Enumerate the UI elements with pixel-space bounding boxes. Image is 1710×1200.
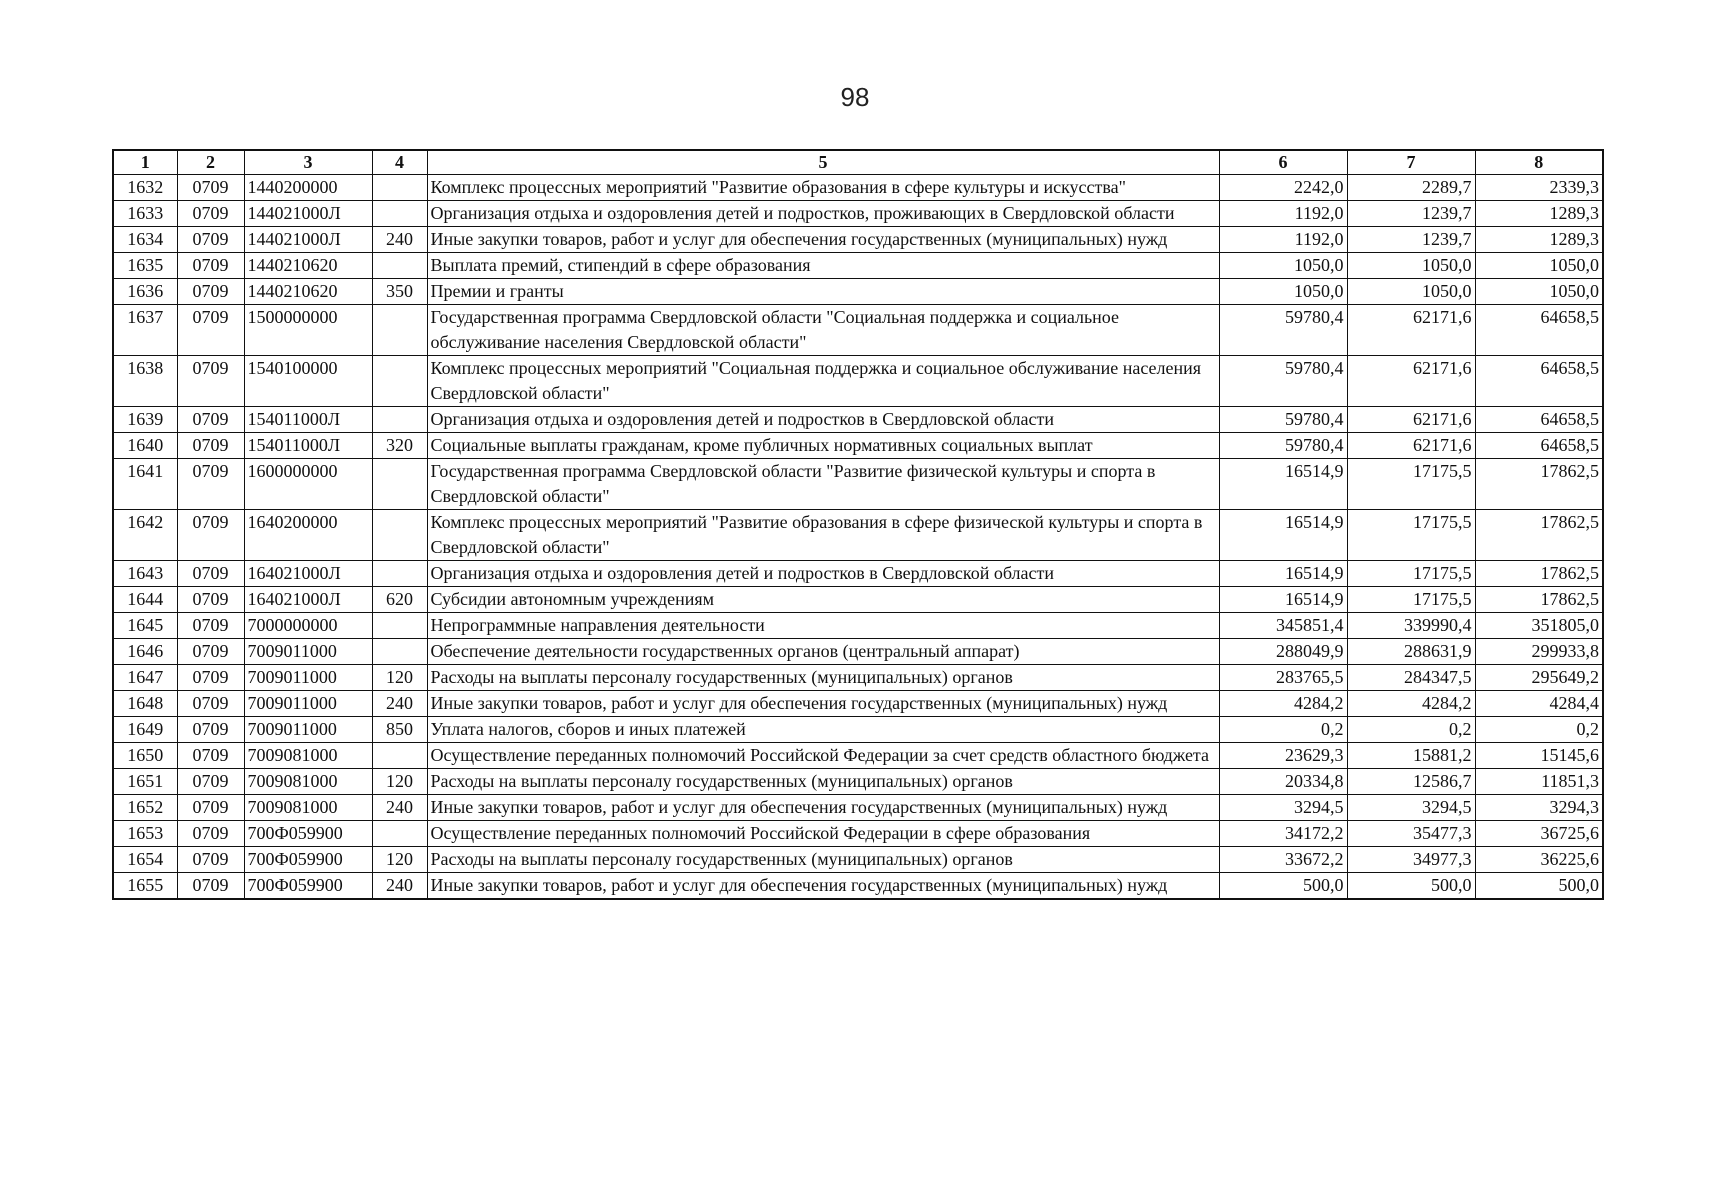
table-row — [113, 691, 1603, 717]
target-article-cell: 154011000Л — [244, 407, 372, 433]
amount-cell: 59780,4 — [1219, 356, 1347, 407]
amount-cell: 59780,4 — [1219, 433, 1347, 459]
amount-cell: 1289,3 — [1475, 227, 1603, 253]
amount-cell: 0,2 — [1475, 717, 1603, 743]
amount-cell: 16514,9 — [1219, 510, 1347, 561]
amount-cell: 1050,0 — [1475, 253, 1603, 279]
table-body — [113, 175, 1603, 900]
amount-cell: 33672,2 — [1219, 847, 1347, 873]
section-code-cell: 0709 — [177, 356, 244, 407]
amount-cell: 500,0 — [1475, 873, 1603, 900]
amount-cell: 3294,5 — [1219, 795, 1347, 821]
item-name-cell: Комплекс процессных мероприятий "Развитие образования в сфере культуры и искусства" — [427, 175, 1219, 201]
row-number-cell: 1632 — [113, 175, 177, 201]
section-code-cell: 0709 — [177, 743, 244, 769]
row-number-cell: 1646 — [113, 639, 177, 665]
expense-type-cell — [372, 175, 427, 201]
amount-cell: 288631,9 — [1347, 639, 1475, 665]
amount-cell: 64658,5 — [1475, 356, 1603, 407]
amount-cell: 2289,7 — [1347, 175, 1475, 201]
amount-cell: 2339,3 — [1475, 175, 1603, 201]
amount-cell: 15145,6 — [1475, 743, 1603, 769]
row-number-cell: 1652 — [113, 795, 177, 821]
section-code-cell: 0709 — [177, 873, 244, 900]
amount-cell: 1289,3 — [1475, 201, 1603, 227]
section-code-cell: 0709 — [177, 407, 244, 433]
row-number-cell: 1650 — [113, 743, 177, 769]
row-number-cell: 1634 — [113, 227, 177, 253]
header-cell: 4 — [372, 150, 427, 175]
section-code-cell: 0709 — [177, 847, 244, 873]
section-code-cell: 0709 — [177, 175, 244, 201]
section-code-cell: 0709 — [177, 691, 244, 717]
amount-cell: 1050,0 — [1219, 279, 1347, 305]
amount-cell: 59780,4 — [1219, 407, 1347, 433]
expense-type-cell — [372, 743, 427, 769]
target-article-cell: 7009011000 — [244, 717, 372, 743]
header-cell: 5 — [427, 150, 1219, 175]
row-number-cell: 1642 — [113, 510, 177, 561]
item-name-cell: Организация отдыха и оздоровления детей и подростков, проживающих в Свердловской области — [427, 201, 1219, 227]
target-article-cell: 164021000Л — [244, 587, 372, 613]
expense-type-cell — [372, 407, 427, 433]
budget-table — [112, 149, 1604, 900]
item-name-cell: Государственная программа Свердловской области "Социальная поддержка и социальное обслуживание населения Свердловской области" — [427, 305, 1219, 356]
table-row — [113, 510, 1603, 561]
table-row — [113, 279, 1603, 305]
row-number-cell: 1643 — [113, 561, 177, 587]
row-number-cell: 1635 — [113, 253, 177, 279]
header-cell: 8 — [1475, 150, 1603, 175]
section-code-cell: 0709 — [177, 510, 244, 561]
section-code-cell: 0709 — [177, 279, 244, 305]
table-row — [113, 639, 1603, 665]
page-number: 98 — [840, 82, 870, 112]
table-row — [113, 873, 1603, 900]
expense-type-cell — [372, 201, 427, 227]
expense-type-cell: 120 — [372, 665, 427, 691]
target-article-cell: 700Ф059900 — [244, 821, 372, 847]
header-row — [113, 150, 1603, 175]
expense-type-cell — [372, 639, 427, 665]
target-article-cell: 1540100000 — [244, 356, 372, 407]
amount-cell: 16514,9 — [1219, 561, 1347, 587]
row-number-cell: 1638 — [113, 356, 177, 407]
amount-cell: 3294,3 — [1475, 795, 1603, 821]
expense-type-cell — [372, 305, 427, 356]
item-name-cell: Государственная программа Свердловской области "Развитие физической культуры и спорта в Свердловской области" — [427, 459, 1219, 510]
item-name-cell: Осуществление переданных полномочий Российской Федерации в сфере образования — [427, 821, 1219, 847]
row-number-cell: 1653 — [113, 821, 177, 847]
target-article-cell: 7009011000 — [244, 639, 372, 665]
target-article-cell: 154011000Л — [244, 433, 372, 459]
table-row — [113, 356, 1603, 407]
section-code-cell: 0709 — [177, 459, 244, 510]
amount-cell: 1239,7 — [1347, 227, 1475, 253]
expense-type-cell — [372, 459, 427, 510]
amount-cell: 17175,5 — [1347, 510, 1475, 561]
expense-type-cell — [372, 253, 427, 279]
amount-cell: 345851,4 — [1219, 613, 1347, 639]
item-name-cell: Обеспечение деятельности государственных органов (центральный аппарат) — [427, 639, 1219, 665]
section-code-cell: 0709 — [177, 433, 244, 459]
row-number-cell: 1637 — [113, 305, 177, 356]
amount-cell: 12586,7 — [1347, 769, 1475, 795]
target-article-cell: 700Ф059900 — [244, 847, 372, 873]
row-number-cell: 1647 — [113, 665, 177, 691]
section-code-cell: 0709 — [177, 253, 244, 279]
target-article-cell: 700Ф059900 — [244, 873, 372, 900]
expense-type-cell: 120 — [372, 769, 427, 795]
expense-type-cell: 620 — [372, 587, 427, 613]
table-row — [113, 717, 1603, 743]
amount-cell: 4284,4 — [1475, 691, 1603, 717]
item-name-cell: Премии и гранты — [427, 279, 1219, 305]
table-row — [113, 253, 1603, 279]
row-number-cell: 1651 — [113, 769, 177, 795]
expense-type-cell: 120 — [372, 847, 427, 873]
row-number-cell: 1641 — [113, 459, 177, 510]
item-name-cell: Комплекс процессных мероприятий "Социальная поддержка и социальное обслуживание населения Свердловской области" — [427, 356, 1219, 407]
section-code-cell: 0709 — [177, 795, 244, 821]
amount-cell: 17862,5 — [1475, 459, 1603, 510]
amount-cell: 11851,3 — [1475, 769, 1603, 795]
amount-cell: 339990,4 — [1347, 613, 1475, 639]
table-row — [113, 587, 1603, 613]
amount-cell: 17175,5 — [1347, 587, 1475, 613]
section-code-cell: 0709 — [177, 717, 244, 743]
table-header — [113, 150, 1603, 175]
expense-type-cell — [372, 821, 427, 847]
expense-type-cell — [372, 561, 427, 587]
item-name-cell: Организация отдыха и оздоровления детей и подростков в Свердловской области — [427, 407, 1219, 433]
row-number-cell: 1648 — [113, 691, 177, 717]
amount-cell: 1050,0 — [1475, 279, 1603, 305]
expense-type-cell — [372, 356, 427, 407]
header-cell: 1 — [113, 150, 177, 175]
amount-cell: 0,2 — [1219, 717, 1347, 743]
header-cell: 2 — [177, 150, 244, 175]
row-number-cell: 1633 — [113, 201, 177, 227]
target-article-cell: 1600000000 — [244, 459, 372, 510]
row-number-cell: 1655 — [113, 873, 177, 900]
table-row — [113, 795, 1603, 821]
table-row — [113, 175, 1603, 201]
item-name-cell: Осуществление переданных полномочий Российской Федерации за счет средств областного бюджета — [427, 743, 1219, 769]
amount-cell: 62171,6 — [1347, 356, 1475, 407]
amount-cell: 0,2 — [1347, 717, 1475, 743]
row-number-cell: 1645 — [113, 613, 177, 639]
amount-cell: 1239,7 — [1347, 201, 1475, 227]
amount-cell: 1050,0 — [1347, 253, 1475, 279]
section-code-cell: 0709 — [177, 305, 244, 356]
item-name-cell: Иные закупки товаров, работ и услуг для обеспечения государственных (муниципальных) нужд — [427, 795, 1219, 821]
target-article-cell: 7009081000 — [244, 769, 372, 795]
target-article-cell: 7009011000 — [244, 691, 372, 717]
amount-cell: 4284,2 — [1347, 691, 1475, 717]
item-name-cell: Иные закупки товаров, работ и услуг для обеспечения государственных (муниципальных) нужд — [427, 691, 1219, 717]
amount-cell: 62171,6 — [1347, 433, 1475, 459]
item-name-cell: Расходы на выплаты персоналу государственных (муниципальных) органов — [427, 665, 1219, 691]
amount-cell: 500,0 — [1219, 873, 1347, 900]
target-article-cell: 1440210620 — [244, 253, 372, 279]
item-name-cell: Комплекс процессных мероприятий "Развитие образования в сфере физической культуры и спорта в Свердловской области" — [427, 510, 1219, 561]
amount-cell: 17862,5 — [1475, 587, 1603, 613]
item-name-cell: Иные закупки товаров, работ и услуг для обеспечения государственных (муниципальных) нужд — [427, 227, 1219, 253]
table-row — [113, 613, 1603, 639]
section-code-cell: 0709 — [177, 587, 244, 613]
section-code-cell: 0709 — [177, 227, 244, 253]
amount-cell: 23629,3 — [1219, 743, 1347, 769]
amount-cell: 36225,6 — [1475, 847, 1603, 873]
table-row — [113, 459, 1603, 510]
section-code-cell: 0709 — [177, 613, 244, 639]
header-cell: 7 — [1347, 150, 1475, 175]
expense-type-cell — [372, 613, 427, 639]
item-name-cell: Уплата налогов, сборов и иных платежей — [427, 717, 1219, 743]
expense-type-cell: 350 — [372, 279, 427, 305]
item-name-cell: Расходы на выплаты персоналу государственных (муниципальных) органов — [427, 769, 1219, 795]
target-article-cell: 1440210620 — [244, 279, 372, 305]
table-row — [113, 561, 1603, 587]
expense-type-cell: 240 — [372, 873, 427, 900]
table-row — [113, 847, 1603, 873]
expense-type-cell: 320 — [372, 433, 427, 459]
amount-cell: 34172,2 — [1219, 821, 1347, 847]
amount-cell: 64658,5 — [1475, 305, 1603, 356]
amount-cell: 15881,2 — [1347, 743, 1475, 769]
section-code-cell: 0709 — [177, 561, 244, 587]
header-cell: 3 — [244, 150, 372, 175]
expense-type-cell — [372, 510, 427, 561]
amount-cell: 17175,5 — [1347, 561, 1475, 587]
amount-cell: 17862,5 — [1475, 510, 1603, 561]
target-article-cell: 7009011000 — [244, 665, 372, 691]
expense-type-cell: 240 — [372, 227, 427, 253]
target-article-cell: 7009081000 — [244, 795, 372, 821]
amount-cell: 295649,2 — [1475, 665, 1603, 691]
amount-cell: 34977,3 — [1347, 847, 1475, 873]
table-row — [113, 821, 1603, 847]
table-row — [113, 227, 1603, 253]
target-article-cell: 1500000000 — [244, 305, 372, 356]
expense-type-cell: 850 — [372, 717, 427, 743]
target-article-cell: 1640200000 — [244, 510, 372, 561]
amount-cell: 36725,6 — [1475, 821, 1603, 847]
table-row — [113, 305, 1603, 356]
item-name-cell: Непрограммные направления деятельности — [427, 613, 1219, 639]
amount-cell: 16514,9 — [1219, 587, 1347, 613]
amount-cell: 1050,0 — [1219, 253, 1347, 279]
amount-cell: 35477,3 — [1347, 821, 1475, 847]
amount-cell: 288049,9 — [1219, 639, 1347, 665]
amount-cell: 16514,9 — [1219, 459, 1347, 510]
table-row — [113, 407, 1603, 433]
amount-cell: 1192,0 — [1219, 201, 1347, 227]
amount-cell: 62171,6 — [1347, 305, 1475, 356]
row-number-cell: 1640 — [113, 433, 177, 459]
table-row — [113, 769, 1603, 795]
target-article-cell: 144021000Л — [244, 227, 372, 253]
target-article-cell: 7000000000 — [244, 613, 372, 639]
target-article-cell: 144021000Л — [244, 201, 372, 227]
item-name-cell: Выплата премий, стипендий в сфере образования — [427, 253, 1219, 279]
amount-cell: 1050,0 — [1347, 279, 1475, 305]
row-number-cell: 1654 — [113, 847, 177, 873]
amount-cell: 64658,5 — [1475, 407, 1603, 433]
item-name-cell: Организация отдыха и оздоровления детей и подростков в Свердловской области — [427, 561, 1219, 587]
amount-cell: 62171,6 — [1347, 407, 1475, 433]
section-code-cell: 0709 — [177, 201, 244, 227]
header-cell: 6 — [1219, 150, 1347, 175]
amount-cell: 284347,5 — [1347, 665, 1475, 691]
amount-cell: 64658,5 — [1475, 433, 1603, 459]
table-row — [113, 743, 1603, 769]
amount-cell: 1192,0 — [1219, 227, 1347, 253]
target-article-cell: 164021000Л — [244, 561, 372, 587]
expense-type-cell: 240 — [372, 795, 427, 821]
section-code-cell: 0709 — [177, 665, 244, 691]
row-number-cell: 1639 — [113, 407, 177, 433]
item-name-cell: Расходы на выплаты персоналу государственных (муниципальных) органов — [427, 847, 1219, 873]
target-article-cell: 1440200000 — [244, 175, 372, 201]
row-number-cell: 1649 — [113, 717, 177, 743]
item-name-cell: Социальные выплаты гражданам, кроме публичных нормативных социальных выплат — [427, 433, 1219, 459]
amount-cell: 299933,8 — [1475, 639, 1603, 665]
amount-cell: 3294,5 — [1347, 795, 1475, 821]
section-code-cell: 0709 — [177, 821, 244, 847]
section-code-cell: 0709 — [177, 769, 244, 795]
amount-cell: 59780,4 — [1219, 305, 1347, 356]
section-code-cell: 0709 — [177, 639, 244, 665]
amount-cell: 500,0 — [1347, 873, 1475, 900]
table-row — [113, 201, 1603, 227]
amount-cell: 20334,8 — [1219, 769, 1347, 795]
amount-cell: 2242,0 — [1219, 175, 1347, 201]
row-number-cell: 1644 — [113, 587, 177, 613]
amount-cell: 17862,5 — [1475, 561, 1603, 587]
amount-cell: 4284,2 — [1219, 691, 1347, 717]
amount-cell: 17175,5 — [1347, 459, 1475, 510]
amount-cell: 351805,0 — [1475, 613, 1603, 639]
table-row — [113, 665, 1603, 691]
target-article-cell: 7009081000 — [244, 743, 372, 769]
row-number-cell: 1636 — [113, 279, 177, 305]
table-row — [113, 433, 1603, 459]
item-name-cell: Субсидии автономным учреждениям — [427, 587, 1219, 613]
item-name-cell: Иные закупки товаров, работ и услуг для обеспечения государственных (муниципальных) нужд — [427, 873, 1219, 900]
expense-type-cell: 240 — [372, 691, 427, 717]
amount-cell: 283765,5 — [1219, 665, 1347, 691]
